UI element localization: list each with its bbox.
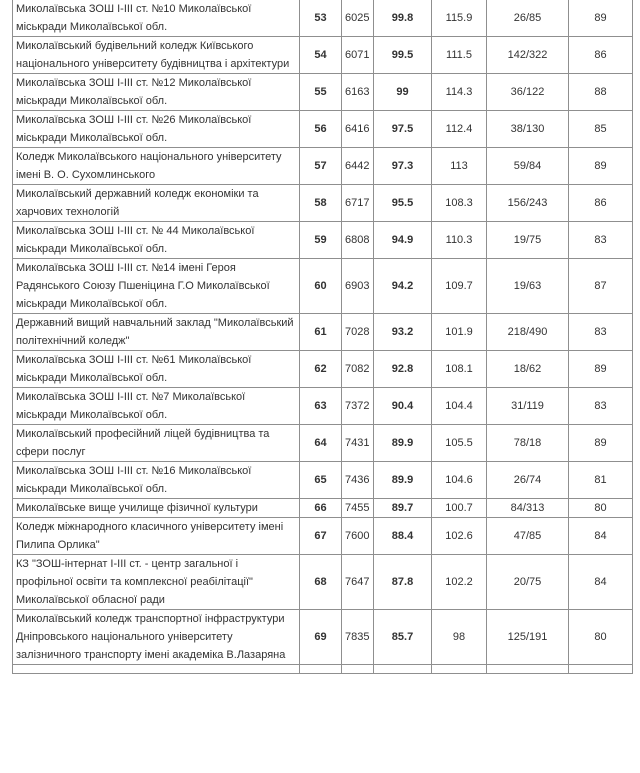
empty-cell	[13, 665, 300, 674]
last-cell: 81	[569, 462, 633, 499]
ratio-cell: 47/85	[487, 518, 569, 555]
ratio-cell: 36/122	[487, 74, 569, 111]
school-name: Коледж Миколаївського національного університету імені В. О. Сухомлинського	[13, 148, 300, 185]
table-row	[13, 314, 633, 351]
average-cell: 100.7	[432, 499, 487, 518]
ratio-cell: 18/62	[487, 351, 569, 388]
table-row	[13, 148, 633, 185]
average-cell: 111.5	[432, 37, 487, 74]
rank-cell: 61	[300, 314, 342, 351]
school-name: Миколаївське вище училище фізичної культури	[13, 499, 300, 518]
score-cell: 92.8	[374, 351, 432, 388]
empty-cell	[432, 665, 487, 674]
position-cell: 6416	[342, 111, 374, 148]
score-cell: 99	[374, 74, 432, 111]
table-row	[13, 0, 633, 37]
table-row	[13, 185, 633, 222]
score-cell: 97.5	[374, 111, 432, 148]
school-name: Миколаївська ЗОШ І-ІІІ ст. №16 Миколаївської міськради Миколаївської обл.	[13, 462, 300, 499]
rank-cell: 62	[300, 351, 342, 388]
last-cell: 83	[569, 222, 633, 259]
table-row	[13, 388, 633, 425]
last-cell: 89	[569, 0, 633, 37]
ratio-cell: 26/74	[487, 462, 569, 499]
last-cell: 86	[569, 185, 633, 222]
table-row	[13, 555, 633, 610]
position-cell: 7647	[342, 555, 374, 610]
table-row	[13, 425, 633, 462]
position-cell: 6163	[342, 74, 374, 111]
position-cell: 6808	[342, 222, 374, 259]
ratio-cell: 59/84	[487, 148, 569, 185]
average-cell: 108.1	[432, 351, 487, 388]
average-cell: 113	[432, 148, 487, 185]
last-cell: 83	[569, 388, 633, 425]
score-cell: 87.8	[374, 555, 432, 610]
ratio-cell: 20/75	[487, 555, 569, 610]
empty-cell	[374, 665, 432, 674]
school-name: Миколаївський професійний ліцей будівництва та сфери послуг	[13, 425, 300, 462]
score-cell: 97.3	[374, 148, 432, 185]
school-name: Коледж міжнародного класичного університету імені Пилипа Орлика"	[13, 518, 300, 555]
ratio-cell: 218/490	[487, 314, 569, 351]
average-cell: 114.3	[432, 74, 487, 111]
score-cell: 90.4	[374, 388, 432, 425]
score-cell: 89.9	[374, 425, 432, 462]
position-cell: 7372	[342, 388, 374, 425]
table-row	[13, 37, 633, 74]
position-cell: 6025	[342, 0, 374, 37]
school-name: Миколаївська ЗОШ І-ІІІ ст. №26 Миколаївської міськради Миколаївської обл.	[13, 111, 300, 148]
position-cell: 6071	[342, 37, 374, 74]
score-cell: 99.8	[374, 0, 432, 37]
last-cell: 89	[569, 351, 633, 388]
average-cell: 115.9	[432, 0, 487, 37]
last-cell: 87	[569, 259, 633, 314]
last-cell: 86	[569, 37, 633, 74]
school-name: Миколаївська ЗОШ І-ІІІ ст. №10 Миколаївської міськради Миколаївської обл.	[13, 0, 300, 37]
school-name: Державний вищий навчальний заклад "Миколаївський політехнічний коледж"	[13, 314, 300, 351]
last-cell: 80	[569, 499, 633, 518]
score-cell: 93.2	[374, 314, 432, 351]
rank-cell: 69	[300, 610, 342, 665]
position-cell: 7455	[342, 499, 374, 518]
last-cell: 84	[569, 518, 633, 555]
rank-cell: 68	[300, 555, 342, 610]
score-cell: 89.9	[374, 462, 432, 499]
school-name: Миколаївський коледж транспортної інфраструктури Дніпровського національного університету залізничного транспорту імені академіка В.Лазаряна	[13, 610, 300, 665]
ratio-cell: 19/63	[487, 259, 569, 314]
last-cell: 89	[569, 425, 633, 462]
average-cell: 108.3	[432, 185, 487, 222]
ratio-cell: 84/313	[487, 499, 569, 518]
rank-cell: 67	[300, 518, 342, 555]
ratio-cell: 38/130	[487, 111, 569, 148]
average-cell: 110.3	[432, 222, 487, 259]
rank-cell: 54	[300, 37, 342, 74]
table-row	[13, 222, 633, 259]
position-cell: 7600	[342, 518, 374, 555]
rank-cell: 53	[300, 0, 342, 37]
score-cell: 89.7	[374, 499, 432, 518]
ratio-cell: 19/75	[487, 222, 569, 259]
last-cell: 84	[569, 555, 633, 610]
score-cell: 94.9	[374, 222, 432, 259]
school-name: Миколаївська ЗОШ І-ІІІ ст. № 44 Миколаївської міськради Миколаївської обл.	[13, 222, 300, 259]
empty-cell	[487, 665, 569, 674]
school-rating-table	[12, 0, 633, 674]
school-name: Миколаївська ЗОШ І-ІІІ ст. №7 Миколаївської міськради Миколаївської обл.	[13, 388, 300, 425]
ratio-cell: 78/18	[487, 425, 569, 462]
table-row	[13, 111, 633, 148]
table-row-partial	[13, 665, 633, 674]
average-cell: 105.5	[432, 425, 487, 462]
position-cell: 6903	[342, 259, 374, 314]
table-row	[13, 74, 633, 111]
school-name: Миколаївський державний коледж економіки та харчових технологій	[13, 185, 300, 222]
average-cell: 102.6	[432, 518, 487, 555]
table-row	[13, 259, 633, 314]
table-row	[13, 462, 633, 499]
rank-cell: 65	[300, 462, 342, 499]
school-name: Миколаївська ЗОШ І-ІІІ ст. №12 Миколаївської міськради Миколаївської обл.	[13, 74, 300, 111]
average-cell: 102.2	[432, 555, 487, 610]
empty-cell	[569, 665, 633, 674]
ratio-cell: 156/243	[487, 185, 569, 222]
school-name: Миколаївська ЗОШ І-ІІІ ст. №61 Миколаївської міськради Миколаївської обл.	[13, 351, 300, 388]
rank-cell: 56	[300, 111, 342, 148]
position-cell: 6717	[342, 185, 374, 222]
rank-cell: 63	[300, 388, 342, 425]
rank-cell: 64	[300, 425, 342, 462]
position-cell: 7835	[342, 610, 374, 665]
school-name: Миколаївська ЗОШ І-ІІІ ст. №14 імені Героя Радянського Союзу Пшеніцина Г.О Миколаївської міськради Миколаївської обл.	[13, 259, 300, 314]
position-cell: 7431	[342, 425, 374, 462]
rank-cell: 59	[300, 222, 342, 259]
score-cell: 94.2	[374, 259, 432, 314]
average-cell: 104.6	[432, 462, 487, 499]
rank-cell: 58	[300, 185, 342, 222]
rank-cell: 55	[300, 74, 342, 111]
empty-cell	[300, 665, 342, 674]
last-cell: 85	[569, 111, 633, 148]
last-cell: 89	[569, 148, 633, 185]
table-row	[13, 499, 633, 518]
score-cell: 95.5	[374, 185, 432, 222]
rank-cell: 57	[300, 148, 342, 185]
ratio-cell: 26/85	[487, 0, 569, 37]
last-cell: 83	[569, 314, 633, 351]
last-cell: 88	[569, 74, 633, 111]
ratio-cell: 125/191	[487, 610, 569, 665]
ratio-cell: 142/322	[487, 37, 569, 74]
ratio-cell: 31/119	[487, 388, 569, 425]
table-row	[13, 351, 633, 388]
rank-cell: 66	[300, 499, 342, 518]
rank-cell: 60	[300, 259, 342, 314]
school-name: КЗ "ЗОШ-інтернат І-ІІІ ст. - центр загальної і профільної освіти та комплексної реабілітації" Миколаївської обласної ради	[13, 555, 300, 610]
position-cell: 7082	[342, 351, 374, 388]
empty-cell	[342, 665, 374, 674]
average-cell: 112.4	[432, 111, 487, 148]
score-cell: 99.5	[374, 37, 432, 74]
position-cell: 7436	[342, 462, 374, 499]
average-cell: 101.9	[432, 314, 487, 351]
average-cell: 109.7	[432, 259, 487, 314]
score-cell: 88.4	[374, 518, 432, 555]
average-cell: 104.4	[432, 388, 487, 425]
table-row	[13, 610, 633, 665]
school-name: Миколаївський будівельний коледж Київського національного університету будівництва і архітектури	[13, 37, 300, 74]
last-cell: 80	[569, 610, 633, 665]
average-cell: 98	[432, 610, 487, 665]
position-cell: 6442	[342, 148, 374, 185]
score-cell: 85.7	[374, 610, 432, 665]
position-cell: 7028	[342, 314, 374, 351]
table-row	[13, 518, 633, 555]
